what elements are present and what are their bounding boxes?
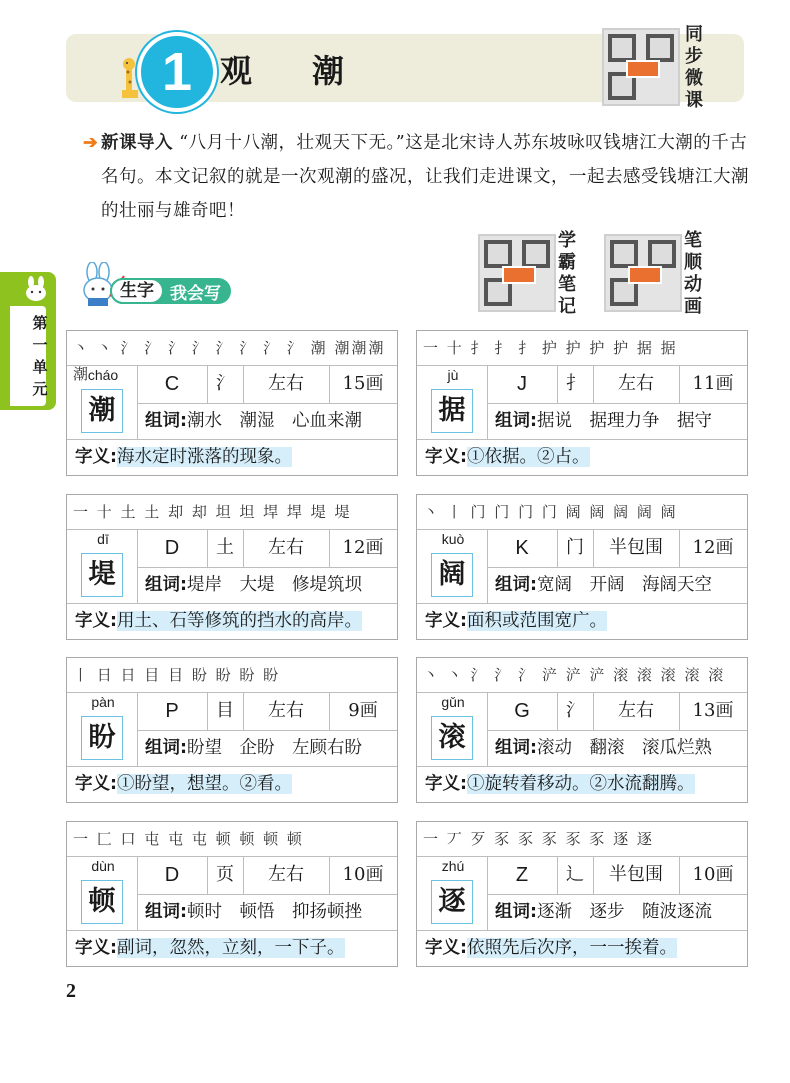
meaning-text: 海水定时涨落的现象。 (117, 447, 292, 467)
arrow-icon: ➔ (83, 133, 99, 153)
pinyin: dùn (91, 858, 115, 874)
stroke-count: 10画 (342, 864, 384, 885)
stroke-count: 12画 (692, 537, 734, 558)
radical: 扌 (566, 373, 584, 394)
word-examples (495, 567, 712, 603)
unit-tab-label: 第一单元 (32, 314, 48, 398)
stroke-order: 丶 丶 氵 氵 氵 浐 浐 浐 滚 滚 滚 滚 滚 (423, 666, 726, 684)
pinyin: kuò (441, 531, 465, 547)
character-box: 潮 (81, 389, 123, 433)
meaning-text: 依照先后次序，一一挨着。 (467, 938, 677, 958)
radical: 土 (216, 537, 234, 558)
character-meaning (75, 930, 345, 966)
index-letter: J (517, 373, 527, 395)
intro-text: “八月十八潮，壮观天下无。”这是北宋诗人苏东坡咏叹钱塘江大潮的千古名句。本文记叙的就是一次观潮的盛况，让我们走进课文，一起去感受钱塘江大潮的壮丽与雄奇吧！ (101, 133, 749, 221)
page-number: 2 (66, 980, 76, 1002)
bunny-icon (22, 276, 50, 302)
words-label: 组词: (145, 902, 187, 922)
words-label: 组词: (495, 902, 537, 922)
meaning-label: 字义: (425, 774, 467, 794)
meaning-text: 面积或范围宽广。 (467, 611, 607, 631)
char-card (66, 657, 398, 803)
structure: 左右 (268, 373, 304, 394)
meaning-text: 用土、石等修筑的挡水的高岸。 (117, 611, 362, 631)
lesson-number-badge: 1 (137, 32, 217, 112)
meaning-label: 字义: (425, 611, 467, 631)
char-card (416, 657, 748, 803)
words-label: 组词: (495, 411, 537, 431)
index-letter: P (165, 700, 179, 722)
index-letter: D (164, 537, 180, 559)
words-label: 组词: (145, 738, 187, 758)
character-box: 逐 (431, 880, 473, 924)
meaning-text: ①依据。②占。 (467, 447, 590, 467)
character-meaning (75, 439, 292, 475)
animation-qr[interactable] (604, 234, 682, 312)
section-heading (110, 278, 231, 304)
character-meaning (425, 766, 695, 802)
radical: 门 (566, 537, 584, 558)
char-card (66, 494, 398, 640)
structure: 左右 (618, 700, 654, 721)
structure: 左右 (268, 700, 304, 721)
stroke-order: 一 丆 歹 豕 豕 豕 豕 豕 逐 逐 (423, 830, 654, 848)
words-label: 组词: (495, 738, 537, 758)
meaning-label: 字义: (425, 447, 467, 467)
meaning-label: 字义: (75, 611, 117, 631)
character-box: 堤 (81, 553, 123, 597)
index-letter: Z (515, 864, 529, 886)
word-examples (495, 894, 712, 930)
structure: 半包围 (609, 864, 663, 885)
char-card (66, 330, 398, 476)
index-letter: D (164, 864, 180, 886)
words-text: 顿时 顿悟 抑扬顿挫 (187, 902, 362, 922)
radical: 氵 (216, 373, 234, 394)
word-examples (145, 894, 362, 930)
character-box: 顿 (81, 880, 123, 924)
meaning-text: ①旋转着移动。②水流翻腾。 (467, 774, 695, 794)
index-letter: G (514, 700, 530, 722)
char-card (416, 821, 748, 967)
words-text: 宽阔 开阔 海阔天空 (537, 575, 712, 595)
structure: 半包围 (609, 537, 663, 558)
pinyin: jù (447, 367, 459, 383)
word-examples (145, 403, 362, 439)
stroke-count: 10画 (692, 864, 734, 885)
section-heading-part1: 生字 (110, 278, 164, 304)
stroke-order: 一 匚 口 屯 屯 屯 顿 顿 顿 顿 (73, 830, 304, 848)
word-examples (495, 730, 712, 766)
character-box: 滚 (431, 716, 473, 760)
radical: 辶 (566, 864, 584, 885)
radical: 目 (216, 700, 234, 721)
meaning-text: 副词，忽然，立刻，一下子。 (117, 938, 345, 958)
meaning-label: 字义: (75, 447, 117, 467)
words-label: 组词: (145, 575, 187, 595)
structure: 左右 (268, 864, 304, 885)
word-examples (145, 567, 362, 603)
meaning-text: ①盼望，想望。②看。 (117, 774, 292, 794)
lesson-title: 观潮 (220, 52, 405, 90)
words-text: 堤岸 大堤 修堤筑坝 (187, 575, 362, 595)
character-meaning (75, 766, 292, 802)
index-letter: C (164, 373, 180, 395)
index-letter: K (515, 537, 529, 559)
notes-label: 学霸笔记 (558, 230, 576, 317)
radical: 页 (216, 864, 234, 885)
meaning-label: 字义: (75, 938, 117, 958)
meaning-label: 字义: (425, 938, 467, 958)
pinyin: zhú (441, 858, 465, 874)
words-label: 组词: (145, 411, 187, 431)
sync-lesson-qr[interactable] (602, 28, 680, 106)
intro-paragraph (83, 126, 751, 228)
stroke-order: 丶 丨 门 门 门 门 阔 阔 阔 阔 阔 (423, 503, 678, 521)
character-box: 据 (431, 389, 473, 433)
words-text: 据说 据理力争 据守 (537, 411, 712, 431)
section-heading-part2: 我会写 (170, 283, 221, 304)
words-label: 组词: (495, 575, 537, 595)
stroke-count: 12画 (342, 537, 384, 558)
meaning-label: 字义: (75, 774, 117, 794)
stroke-count: 15画 (342, 373, 384, 394)
pinyin: pàn (91, 694, 115, 710)
stroke-order: 丶 丶 氵 氵 氵 氵 氵 氵 氵 氵 潮 潮潮潮潮 (73, 339, 386, 383)
char-card (416, 330, 748, 476)
pinyin: cháo (87, 367, 119, 383)
stroke-count: 9画 (348, 700, 378, 721)
word-examples (145, 730, 362, 766)
stroke-count: 13画 (692, 700, 734, 721)
char-card (66, 821, 398, 967)
character-box: 阔 (431, 553, 473, 597)
intro-lead: 新课导入 (101, 133, 173, 153)
stroke-order: 一 十 扌 扌 扌 护 护 护 护 据 据 (423, 339, 678, 357)
character-meaning (425, 930, 677, 966)
notes-qr[interactable] (478, 234, 556, 312)
stroke-order: 一 十 土 土 却 却 坦 坦 垾 垾 堤 堤 (73, 503, 352, 521)
character-box: 盼 (81, 716, 123, 760)
character-meaning (425, 439, 590, 475)
structure: 左右 (618, 373, 654, 394)
words-text: 盼望 企盼 左顾右盼 (187, 738, 362, 758)
stroke-count: 11画 (692, 373, 734, 394)
pinyin: dī (97, 531, 109, 547)
radical: 氵 (566, 700, 584, 721)
animation-label: 笔顺动画 (684, 230, 702, 317)
words-text: 滚动 翻滚 滚瓜烂熟 (537, 738, 712, 758)
word-examples (495, 403, 712, 439)
giraffe-icon (116, 56, 144, 100)
sync-lesson-label: 同步微课 (685, 24, 703, 111)
words-text: 逐渐 逐步 随波逐流 (537, 902, 712, 922)
structure: 左右 (268, 537, 304, 558)
character-meaning (425, 603, 607, 639)
character-meaning (75, 603, 362, 639)
char-card (416, 494, 748, 640)
stroke-order: 丨 日 日 目 目 盼 盼 盼 盼 (73, 666, 281, 684)
words-text: 潮水 潮湿 心血来潮 (187, 411, 362, 431)
pinyin: gǔn (441, 694, 465, 710)
